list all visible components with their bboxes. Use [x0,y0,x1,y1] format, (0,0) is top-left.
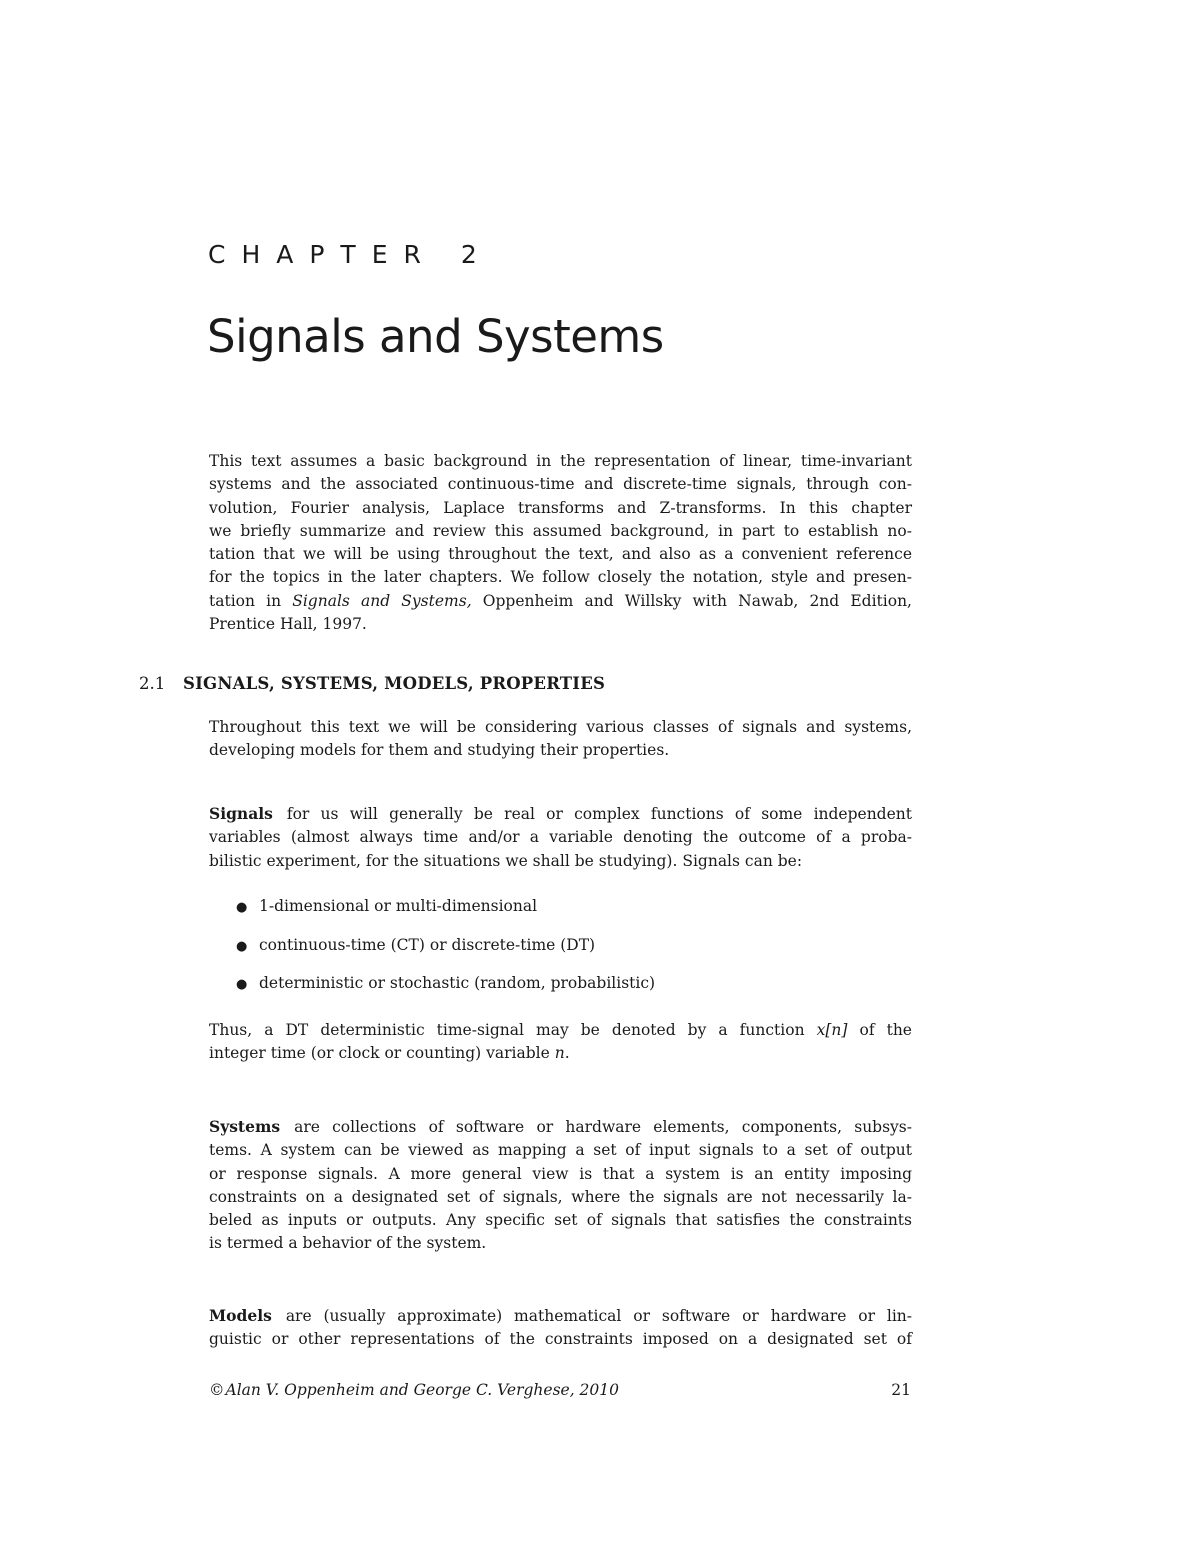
page-number: 21 [891,1381,911,1399]
intro-paragraph [209,450,912,636]
intro-line [209,590,912,613]
paragraph-line: constraints on a designated set of signals, where the signals are not necessarily la- [209,1187,912,1206]
paragraph-text: . [564,1044,570,1063]
intro-text: Oppenheim and Willsky with Nawab, 2nd Edition, [471,591,912,610]
copyright-notice [209,1378,619,1402]
paragraph-line [209,1304,912,1328]
systems-paragraph [209,1115,912,1256]
math-expression: n [554,1044,565,1063]
list-item [236,971,655,1010]
paragraph-text: of the [859,1021,912,1039]
paragraph-line: developing models for them and studying their properties. [209,741,670,760]
list-item [236,933,655,972]
section-number: 2.1 [139,674,166,693]
intro-line: volution, Fourier analysis, Laplace transforms and Z-transforms. In this chapter [209,498,912,517]
paragraph-line [209,1019,912,1042]
bullet-icon: ● [236,977,248,992]
signals-paragraph [209,802,912,873]
math-expression: x[n] [816,1021,848,1039]
intro-line: tation that we will be using throughout the text, and also as a convenient reference [209,545,912,564]
signal-types-list [236,894,655,1010]
paragraph-line: or response signals. A more general view is that a system is an entity imposing [209,1164,912,1183]
paragraph-text: are collections of software or hardware elements, components, subsys- [294,1118,912,1136]
term-signals: Signals [209,804,273,823]
paragraph-text: integer time (or clock or counting) variable [209,1044,550,1063]
paragraph-line [209,1115,912,1139]
intro-line: for the topics in the later chapters. We follow closely the notation, style and presen- [209,568,912,587]
term-systems: Systems [209,1117,281,1136]
paragraph-line [209,1042,912,1065]
paragraph-line [209,802,912,826]
section-title: SIGNALS, SYSTEMS, MODELS, PROPERTIES [183,674,606,693]
list-item [236,894,655,933]
copyright-icon: © [209,1381,225,1399]
intro-line: This text assumes a basic background in the representation of linear, time-invariant [209,452,912,470]
list-item-text: 1-dimensional or multi-dimensional [259,897,538,915]
paragraph-line: beled as inputs or outputs. Any specific set of signals that satisfies the constraints [209,1211,912,1230]
paragraph-line: tems. A system can be viewed as mapping a set of input signals to a set of output [209,1141,912,1160]
paragraph-text: are (usually approximate) mathematical or software or hardware or lin- [285,1307,912,1325]
list-item-text: continuous-time (CT) or discrete-time (DT) [259,935,596,954]
copyright-text: Alan V. Oppenheim and George C. Verghese, 2010 [225,1381,619,1399]
paragraph-text: for us will generally be real or complex functions of some independent [286,805,912,823]
intro-line: systems and the associated continuous-time and discrete-time signals, through con- [209,475,912,494]
paragraph-text: Thus, a DT deterministic time-signal may be denoted by a function [209,1021,805,1039]
models-paragraph [209,1304,912,1352]
intro-line: Prentice Hall, 1997. [209,615,367,634]
paragraph-line: bilistic experiment, for the situations we shall be studying). Signals can be: [209,851,803,870]
book-title: Signals and Systems, [292,591,472,610]
bullet-icon: ● [236,938,248,954]
bullet-icon: ● [236,900,248,915]
thus-paragraph [209,1019,912,1066]
intro-text: tation in [209,591,293,610]
list-item-text: deterministic or stochastic (random, probabilistic) [259,974,656,992]
chapter-label: CHAPTER 2 [208,240,493,269]
chapter-title: Signals and Systems [207,310,664,363]
intro-line: we briefly summarize and review this assumed background, in part to establish no- [209,521,912,540]
paragraph-line: variables (almost always time and/or a variable denoting the outcome of a proba- [209,828,912,847]
section-heading [139,672,605,696]
paragraph-line: is termed a behavior of the system. [209,1234,487,1253]
paragraph-line: guistic or other representations of the constraints imposed on a designated set of [209,1330,912,1349]
paragraph-line: Throughout this text we will be considering various classes of signals and systems, [209,718,912,736]
throughout-paragraph [209,716,912,763]
term-models: Models [209,1306,272,1325]
